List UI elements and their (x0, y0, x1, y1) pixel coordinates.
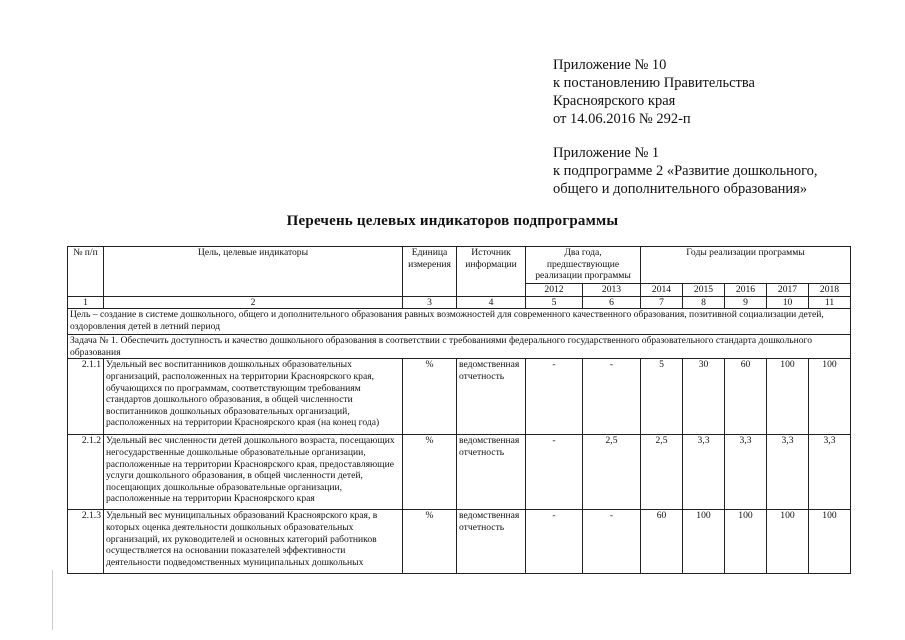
header-source: Источник информации (457, 247, 526, 297)
indicator-value: 3,3 (683, 435, 725, 510)
appendix-10-line: к постановлению Правительства (553, 75, 755, 91)
column-number: 7 (641, 296, 683, 309)
appendix-1-line: Приложение № 1 (553, 145, 660, 161)
column-number: 10 (767, 296, 809, 309)
indicator-num: 2.1.3 (68, 510, 104, 574)
indicator-source: ведомственная отчетность (457, 510, 526, 574)
indicator-row (68, 435, 851, 510)
indicator-value: 100 (809, 359, 851, 435)
indicator-name: Удельный вес воспитанников дошкольных образовательных организаций, расположенных на территории Красноярского края, обучающихся по программам, соответствующим требованиям стандартов дошкольного образования, в общей численности воспитанников дошкольных образовательных организаций, расположенных на территории Красноярского края (на конец года) (104, 359, 403, 435)
indicator-value: 100 (725, 510, 767, 574)
indicator-value: 60 (641, 510, 683, 574)
indicator-value: 100 (683, 510, 725, 574)
indicator-value: 100 (809, 510, 851, 574)
document-title: Перечень целевых индикаторов подпрограммы (286, 213, 619, 229)
indicator-name: Удельный вес муниципальных образований Красноярского края, в которых оценка деятельности дошкольных образовательных организаций, их руководителей и основных категорий работников осуществляется на основании показателей эффективности деятельности подведомственных муниципальных дошкольных (104, 510, 403, 574)
appendix-1-block (553, 144, 818, 198)
indicators-table (67, 246, 851, 574)
task-row (68, 335, 851, 359)
header-unit: Единица измерения (403, 247, 457, 297)
appendix-10-block (553, 56, 755, 128)
column-numbers-row (68, 296, 851, 309)
year-cell: 2017 (767, 284, 809, 297)
scan-artifact-line (52, 570, 53, 630)
column-number: 5 (526, 296, 583, 309)
indicator-unit: % (403, 510, 457, 574)
indicator-unit: % (403, 435, 457, 510)
indicator-row (68, 510, 851, 574)
indicator-value: - (526, 359, 583, 435)
column-number: 6 (583, 296, 641, 309)
appendix-10-line: от 14.06.2016 № 292-п (553, 111, 691, 127)
indicator-value: 3,3 (809, 435, 851, 510)
indicator-value: 60 (725, 359, 767, 435)
year-cell: 2012 (526, 284, 583, 297)
indicator-row (68, 359, 851, 435)
year-cell: 2014 (641, 284, 683, 297)
indicator-value: 30 (683, 359, 725, 435)
indicator-value: - (526, 435, 583, 510)
header-num: № п/п (68, 247, 104, 297)
indicator-value: 5 (641, 359, 683, 435)
goal-row (68, 309, 851, 335)
year-cell: 2016 (725, 284, 767, 297)
indicator-value: 100 (767, 510, 809, 574)
column-number: 11 (809, 296, 851, 309)
indicator-value: - (583, 510, 641, 574)
header-goal: Цель, целевые индикаторы (104, 247, 403, 297)
indicator-source: ведомственная отчетность (457, 435, 526, 510)
header-program-years: Годы реализации программы (641, 247, 851, 284)
indicator-value: - (526, 510, 583, 574)
appendix-10-line: Приложение № 10 (553, 57, 667, 73)
indicator-source: ведомственная отчетность (457, 359, 526, 435)
indicator-value: - (583, 359, 641, 435)
column-number: 2 (104, 296, 403, 309)
indicator-value: 3,3 (725, 435, 767, 510)
appendix-1-line: общего и дополнительного образования» (553, 181, 808, 197)
indicator-num: 2.1.2 (68, 435, 104, 510)
indicator-value: 100 (767, 359, 809, 435)
column-number: 9 (725, 296, 767, 309)
column-number: 8 (683, 296, 725, 309)
indicator-unit: % (403, 359, 457, 435)
column-number: 4 (457, 296, 526, 309)
column-number: 3 (403, 296, 457, 309)
task-text: Задача № 1. Обеспечить доступность и качество дошкольного образования в соответствии с требованиями федерального государственного образовательного стандарта дошкольного образования (68, 335, 851, 359)
year-cell: 2015 (683, 284, 725, 297)
indicator-value: 3,3 (767, 435, 809, 510)
appendix-1-line: к подпрограмме 2 «Развитие дошкольного, (553, 163, 818, 179)
indicator-value: 2,5 (641, 435, 683, 510)
indicator-num: 2.1.1 (68, 359, 104, 435)
indicator-value: 2,5 (583, 435, 641, 510)
year-cell: 2018 (809, 284, 851, 297)
appendix-10-line: Красноярского края (553, 93, 676, 109)
year-cell: 2013 (583, 284, 641, 297)
header-row (68, 247, 851, 284)
goal-text: Цель – создание в системе дошкольного, общего и дополнительного образования равных возможностей для современного качественного образования, позитивной социализации детей, оздоровления детей в летний период (68, 309, 851, 335)
column-number: 1 (68, 296, 104, 309)
header-prev-years: Два года, предшествующие реализации программы (526, 247, 641, 284)
indicator-name: Удельный вес численности детей дошкольного возраста, посещающих негосударственные дошкольные образовательные организации, расположенные на территории Красноярского края, предоставляющие услуги дошкольного образования, в общей численности детей, посещающих дошкольные образовательные организации, расположенные на территории Красноярского края (104, 435, 403, 510)
